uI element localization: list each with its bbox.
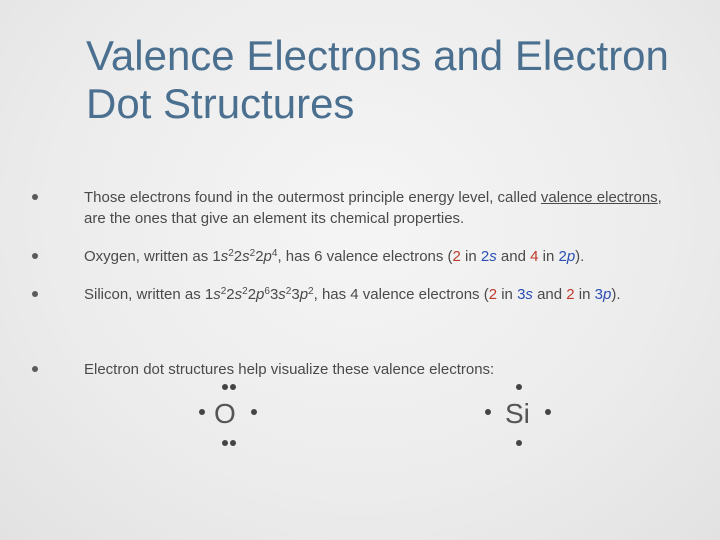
bullet-text: and bbox=[496, 248, 531, 265]
shell-number: 2 bbox=[247, 286, 257, 303]
bullet-text: in bbox=[497, 286, 518, 303]
bullet-valence-definition bbox=[84, 187, 674, 229]
bullet-text: Those electrons found in the outermost principle energy level, called bbox=[84, 189, 541, 206]
valence-electron-dot bbox=[516, 384, 522, 390]
superscript: 6 bbox=[264, 286, 270, 297]
orbital-p: p bbox=[566, 248, 576, 265]
valence-electron-dot bbox=[222, 440, 228, 446]
bullet-dot bbox=[32, 194, 38, 200]
bullet-text: ). bbox=[611, 286, 621, 303]
orbital-s: s bbox=[525, 286, 533, 303]
bullet-dot bbox=[32, 291, 38, 297]
bullet-text: in bbox=[460, 248, 481, 265]
superscript: 2 bbox=[308, 286, 314, 297]
bullet-text: ). bbox=[575, 248, 585, 265]
bullet-oxygen bbox=[84, 246, 674, 267]
orbital-p: p bbox=[256, 286, 265, 303]
electron-count: 2 bbox=[488, 286, 498, 303]
bullet-text: and bbox=[532, 286, 567, 303]
shell-number: 2 bbox=[255, 248, 264, 265]
valence-electron-dot bbox=[199, 409, 205, 415]
bullet-text: , has 4 valence electrons ( bbox=[313, 286, 489, 303]
orbital-s: s bbox=[489, 248, 497, 265]
electron-count: 2 bbox=[452, 248, 461, 265]
orbital-s: s bbox=[234, 286, 243, 303]
bullet-dot bbox=[32, 366, 38, 372]
shell-number: 2 bbox=[480, 248, 490, 265]
orbital-p: p bbox=[299, 286, 309, 303]
bullet-dot bbox=[32, 253, 38, 259]
bullet-text: , has 6 valence electrons ( bbox=[277, 248, 453, 265]
valence-electron-dot bbox=[230, 440, 236, 446]
bullet-silicon bbox=[84, 284, 674, 305]
valence-electrons-term: valence electrons bbox=[540, 189, 658, 206]
valence-electron-dot bbox=[222, 384, 228, 390]
oxygen-symbol: O bbox=[214, 398, 236, 429]
shell-number: 3 bbox=[269, 286, 279, 303]
shell-number: 3 bbox=[291, 286, 300, 303]
orbital-p: p bbox=[602, 286, 612, 303]
shell-number: 2 bbox=[233, 248, 243, 265]
bullet-text: Silicon, written as 1 bbox=[84, 286, 214, 303]
shell-number: 3 bbox=[517, 286, 526, 303]
orbital-s: s bbox=[242, 248, 250, 265]
bullet-text: , are the ones that give an element its chemical properties. bbox=[84, 189, 662, 227]
bullet-dot-structures: Electron dot structures help visualize these valence electrons: bbox=[84, 361, 495, 378]
bullet-text: in bbox=[574, 286, 595, 303]
superscript: 2 bbox=[242, 286, 248, 297]
silicon-symbol: Si bbox=[505, 398, 530, 429]
superscript: 2 bbox=[228, 248, 234, 259]
orbital-s: s bbox=[220, 248, 229, 265]
orbital-p: p bbox=[263, 248, 272, 265]
electron-count: 2 bbox=[566, 286, 575, 303]
shell-number: 2 bbox=[226, 286, 235, 303]
valence-electron-dot bbox=[516, 440, 522, 446]
orbital-s: s bbox=[213, 286, 221, 303]
valence-electron-dot bbox=[230, 384, 236, 390]
valence-electron-dot bbox=[485, 409, 491, 415]
bullet-text: in bbox=[538, 248, 559, 265]
orbital-s: s bbox=[278, 286, 286, 303]
electron-count: 4 bbox=[530, 248, 539, 265]
bullet-text: Oxygen, written as 1 bbox=[84, 248, 221, 265]
shell-number: 2 bbox=[558, 248, 567, 265]
slide-title: Valence Electrons and Electron Dot Structures bbox=[86, 32, 669, 127]
superscript: 4 bbox=[271, 248, 278, 259]
shell-number: 3 bbox=[594, 286, 603, 303]
valence-electron-dot bbox=[251, 409, 257, 415]
superscript: 2 bbox=[220, 286, 227, 297]
superscript: 2 bbox=[249, 248, 256, 259]
valence-electron-dot bbox=[545, 409, 551, 415]
superscript: 2 bbox=[285, 286, 292, 297]
